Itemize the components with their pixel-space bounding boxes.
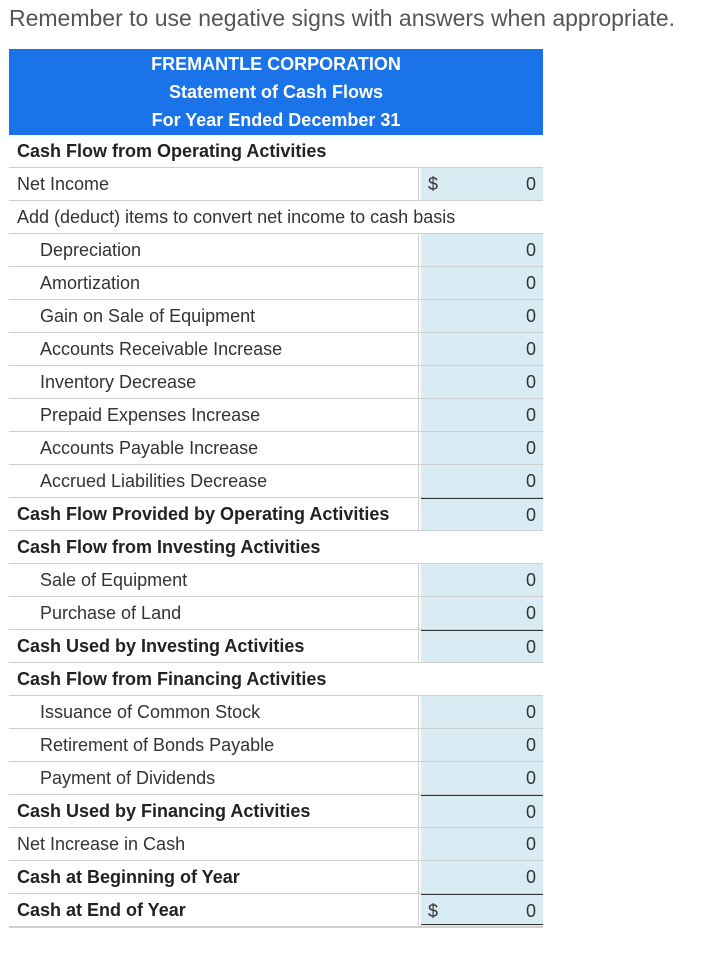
payment-dividends-input[interactable] (421, 762, 543, 794)
net-income-row (9, 168, 543, 201)
cash-end-input[interactable] (421, 894, 543, 927)
inventory-decrease-row (9, 366, 543, 399)
net-income-input[interactable] (421, 168, 543, 200)
currency-symbol: $ (428, 174, 439, 194)
depreciation-input[interactable] (421, 234, 543, 266)
amortization-input[interactable] (421, 267, 543, 299)
input-value: 0 (525, 637, 536, 657)
retirement-bonds-row (9, 729, 543, 762)
input-value: 0 (525, 802, 536, 822)
row-label: Cash at Beginning of Year (17, 867, 240, 887)
sale-equipment-row (9, 564, 543, 597)
input-value: 0 (525, 768, 536, 788)
cash-beginning-input[interactable] (421, 861, 543, 893)
input-value: 0 (525, 174, 536, 194)
input-value: 0 (525, 438, 536, 458)
operating-header-row (9, 135, 543, 168)
row-label: Amortization (40, 273, 141, 293)
prepaid-increase-row (9, 399, 543, 432)
section-heading: Cash Flow from Financing Activities (17, 669, 327, 689)
investing-header-row (9, 531, 543, 564)
depreciation-row (9, 234, 543, 267)
row-label: Net Income (17, 174, 110, 194)
input-value: 0 (525, 570, 536, 590)
financing-total-input[interactable] (421, 795, 543, 827)
sale-equipment-input[interactable] (421, 564, 543, 596)
cash-end-row (9, 894, 543, 927)
table-bottom-border (9, 926, 543, 928)
row-label: Cash Flow Provided by Operating Activities (17, 504, 390, 524)
ap-increase-input[interactable] (421, 432, 543, 464)
input-value: 0 (525, 603, 536, 623)
statement-period: For Year Ended December 31 (151, 110, 401, 130)
input-value: 0 (525, 273, 536, 293)
row-label: Inventory Decrease (40, 372, 197, 392)
row-label: Issuance of Common Stock (40, 702, 261, 722)
input-value: 0 (525, 867, 536, 887)
row-label: Accounts Receivable Increase (40, 339, 283, 359)
row-label: Cash Used by Investing Activities (17, 636, 305, 656)
purchase-land-input[interactable] (421, 597, 543, 629)
input-value: 0 (525, 901, 536, 921)
row-label: Cash Used by Financing Activities (17, 801, 311, 821)
payment-dividends-row (9, 762, 543, 795)
input-value: 0 (525, 339, 536, 359)
gain-sale-equipment-input[interactable] (421, 300, 543, 332)
row-label: Accounts Payable Increase (40, 438, 259, 458)
cash-flow-table (9, 135, 543, 927)
ap-increase-row (9, 432, 543, 465)
accrued-decrease-input[interactable] (421, 465, 543, 497)
row-label: Accrued Liabilities Decrease (40, 471, 268, 491)
input-value: 0 (525, 735, 536, 755)
statement-title: Statement of Cash Flows (168, 82, 384, 102)
operating-total-input[interactable] (421, 498, 543, 530)
input-value: 0 (525, 505, 536, 525)
input-value: 0 (525, 702, 536, 722)
accrued-decrease-row (9, 465, 543, 498)
amortization-row (9, 267, 543, 300)
adjustments-header-row (9, 201, 543, 234)
inventory-decrease-input[interactable] (421, 366, 543, 398)
row-label: Depreciation (40, 240, 142, 260)
input-value: 0 (525, 306, 536, 326)
purchase-land-row (9, 597, 543, 630)
row-label: Cash at End of Year (17, 900, 186, 920)
row-label: Gain on Sale of Equipment (40, 306, 256, 326)
investing-total-input[interactable] (421, 630, 543, 662)
investing-total-row (9, 630, 543, 663)
row-label: Net Increase in Cash (17, 834, 186, 854)
financing-total-row (9, 795, 543, 828)
gain-sale-equipment-row (9, 300, 543, 333)
input-value: 0 (525, 372, 536, 392)
ar-increase-row (9, 333, 543, 366)
input-value: 0 (525, 405, 536, 425)
cash-beginning-row (9, 861, 543, 894)
row-label: Purchase of Land (40, 603, 182, 623)
input-value: 0 (525, 240, 536, 260)
row-label: Prepaid Expenses Increase (40, 405, 261, 425)
row-label: Payment of Dividends (40, 768, 216, 788)
instruction-text: Remember to use negative signs with answers when appropriate. (9, 5, 676, 31)
statement-header (9, 49, 543, 135)
section-heading: Cash Flow from Operating Activities (17, 141, 327, 161)
net-increase-input[interactable] (421, 828, 543, 860)
issuance-stock-row (9, 696, 543, 729)
input-value: 0 (525, 834, 536, 854)
section-heading: Cash Flow from Investing Activities (17, 537, 321, 557)
retirement-bonds-input[interactable] (421, 729, 543, 761)
row-label: Sale of Equipment (40, 570, 188, 590)
currency-symbol: $ (428, 901, 439, 921)
prepaid-increase-input[interactable] (421, 399, 543, 431)
row-label: Retirement of Bonds Payable (40, 735, 275, 755)
input-value: 0 (525, 471, 536, 491)
net-increase-row (9, 828, 543, 861)
operating-total-row (9, 498, 543, 531)
ar-increase-input[interactable] (421, 333, 543, 365)
financing-header-row (9, 663, 543, 696)
section-subheading: Add (deduct) items to convert net income to cash basis (17, 207, 456, 227)
issuance-stock-input[interactable] (421, 696, 543, 728)
company-name: FREMANTLE CORPORATION (151, 54, 401, 74)
